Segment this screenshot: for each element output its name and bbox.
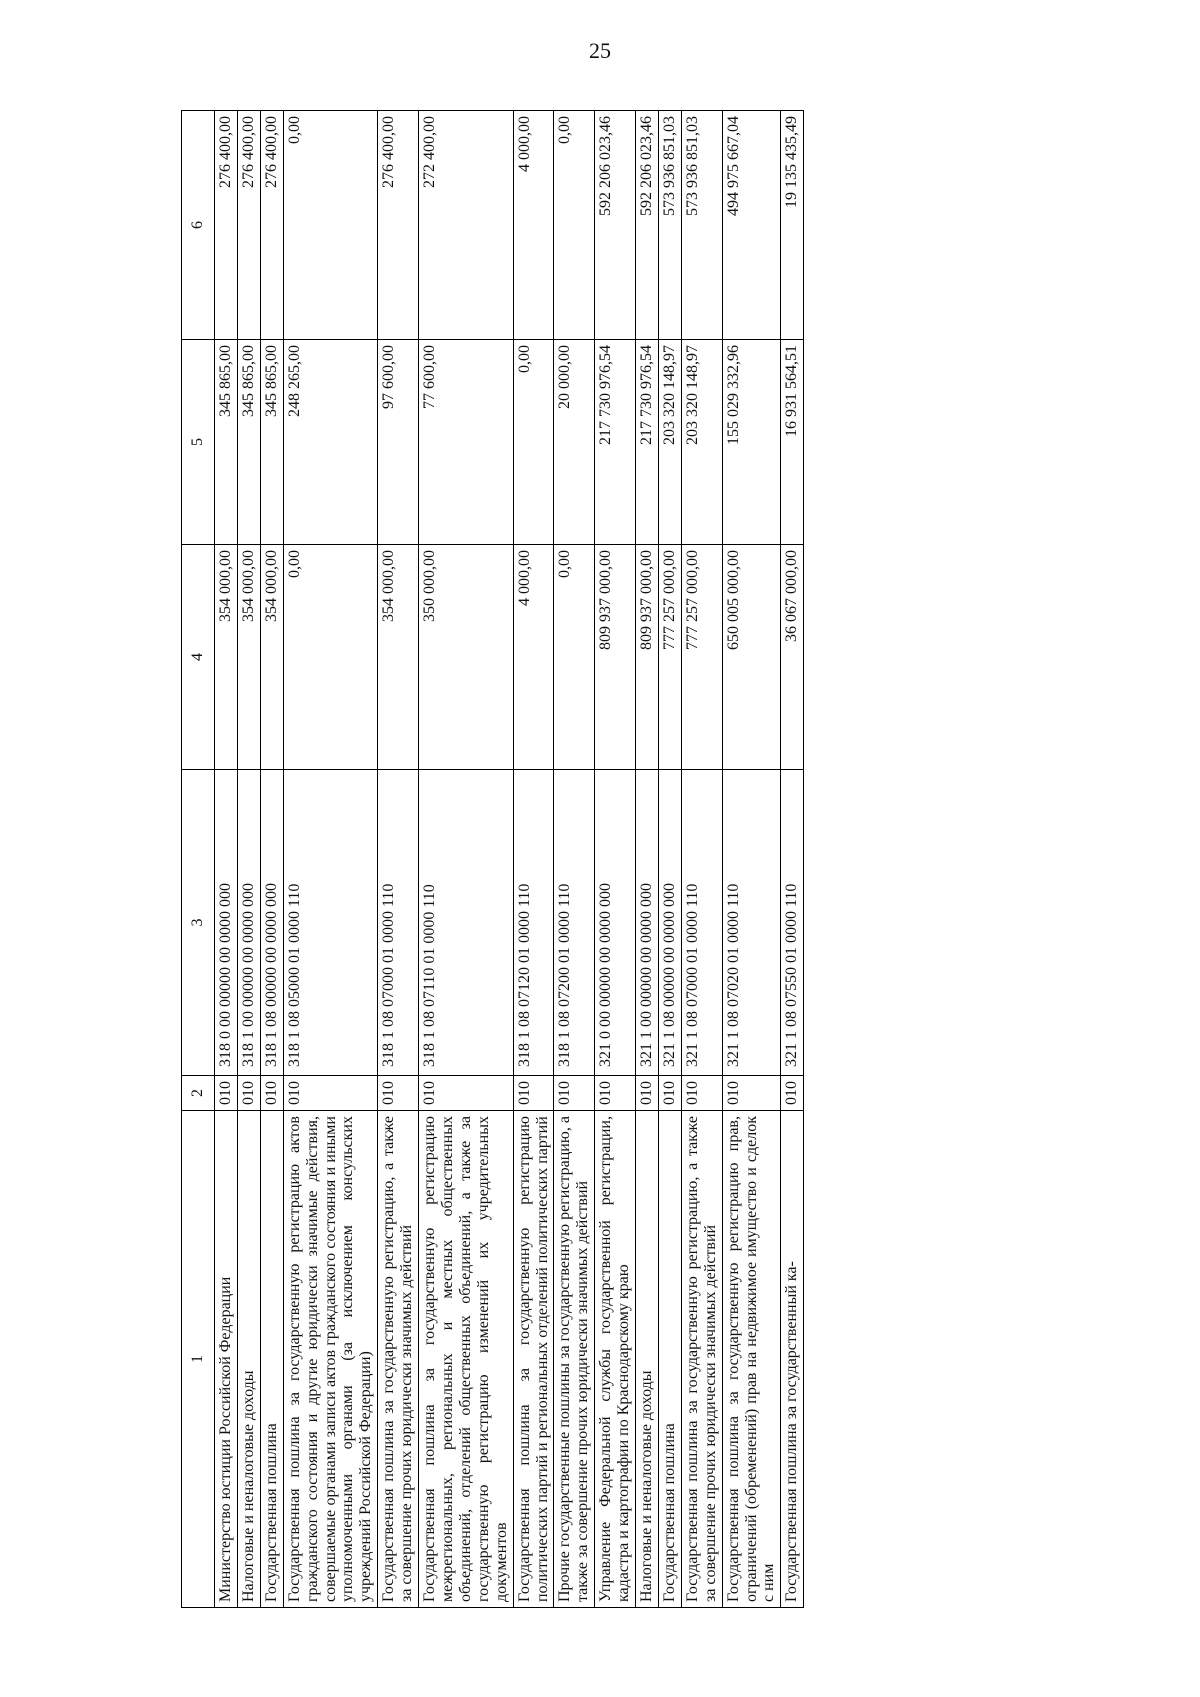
row-plan: 809 937 000,00 [636,545,659,770]
row-kbk: 318 1 08 07120 01 0000 110 [513,770,554,1076]
row-name: Государственная пошлина за государственную регистрацию, а также за совершение прочих юридически значимых действий [681,1111,722,1608]
table-row [681,111,722,1608]
row-exec: 217 730 976,54 [636,340,659,545]
row-code: 010 [215,1076,238,1111]
row-kbk: 318 1 08 07110 01 0000 110 [419,770,514,1076]
header-cell: 4 [182,545,215,770]
table-row [554,111,595,1608]
row-exec: 345 865,00 [260,340,283,545]
row-plan: 809 937 000,00 [595,545,636,770]
row-kbk: 321 1 08 07550 01 0000 110 [781,770,804,1076]
row-rest: 573 936 851,03 [658,111,681,340]
row-code: 010 [554,1076,595,1111]
row-plan: 350 000,00 [419,545,514,770]
table-row [513,111,554,1608]
row-code: 010 [283,1076,378,1111]
row-rest: 592 206 023,46 [636,111,659,340]
row-name: Министерство юстиции Российской Федерации [215,1111,238,1608]
row-exec: 248 265,00 [283,340,378,545]
row-exec: 20 000,00 [554,340,595,545]
row-name: Налоговые и неналоговые доходы [237,1111,260,1608]
table-row [636,111,659,1608]
header-cell: 6 [182,111,215,340]
row-kbk: 321 0 00 00000 00 0000 000 [595,770,636,1076]
header-cell: 2 [182,1076,215,1111]
table-row [781,111,804,1608]
row-code: 010 [513,1076,554,1111]
header-row [182,111,215,1608]
row-rest: 494 975 667,04 [722,111,781,340]
table-row [419,111,514,1608]
row-rest: 19 135 435,49 [781,111,804,340]
row-exec: 217 730 976,54 [595,340,636,545]
row-rest: 272 400,00 [419,111,514,340]
row-code: 010 [658,1076,681,1111]
header-cell: 1 [182,1111,215,1608]
row-rest: 592 206 023,46 [595,111,636,340]
row-exec: 345 865,00 [237,340,260,545]
row-code: 010 [419,1076,514,1111]
page-number: 25 [589,38,611,63]
table-row [237,111,260,1608]
table-row [215,111,238,1608]
row-name: Государственная пошлина за государственную регистрацию прав, ограничений (обременений) прав на недвижимое имущество и сделок с ним [722,1111,781,1608]
row-rest: 276 400,00 [378,111,419,340]
row-rest: 276 400,00 [215,111,238,340]
row-plan: 354 000,00 [378,545,419,770]
row-plan: 0,00 [554,545,595,770]
row-rest: 276 400,00 [260,111,283,340]
row-exec: 77 600,00 [419,340,514,545]
row-kbk: 318 0 00 00000 00 0000 000 [215,770,238,1076]
row-name: Государственная пошлина за государственную регистрацию, а также за совершение прочих юридически значимых действий [378,1111,419,1608]
table-row [378,111,419,1608]
row-code: 010 [781,1076,804,1111]
row-name: Государственная пошлина за государственную регистрацию актов гражданского состояния и другие юридически значимые действия, совершаемые органами записи актов гражданского состояния и иными уполномоченными органами (за исключением консульских учреждений Российской Федерации) [283,1111,378,1608]
row-exec: 345 865,00 [215,340,238,545]
row-rest: 573 936 851,03 [681,111,722,340]
row-exec: 0,00 [513,340,554,545]
row-name: Государственная пошлина [260,1111,283,1608]
row-exec: 155 029 332,96 [722,340,781,545]
row-plan: 354 000,00 [215,545,238,770]
row-code: 010 [595,1076,636,1111]
row-plan: 0,00 [283,545,378,770]
row-plan: 650 005 000,00 [722,545,781,770]
row-code: 010 [378,1076,419,1111]
row-rest: 0,00 [283,111,378,340]
row-kbk: 318 1 00 00000 00 0000 000 [237,770,260,1076]
row-plan: 354 000,00 [260,545,283,770]
row-kbk: 321 1 08 00000 00 0000 000 [658,770,681,1076]
row-exec: 97 600,00 [378,340,419,545]
table-row [722,111,781,1608]
row-kbk: 318 1 08 07200 01 0000 110 [554,770,595,1076]
row-rest: 4 000,00 [513,111,554,340]
rotated-table-container [181,111,1071,1608]
row-exec: 203 320 148,97 [658,340,681,545]
row-plan: 777 257 000,00 [658,545,681,770]
row-plan: 354 000,00 [237,545,260,770]
row-kbk: 321 1 08 07020 01 0000 110 [722,770,781,1076]
row-kbk: 321 1 00 00000 00 0000 000 [636,770,659,1076]
row-name: Государственная пошлина [658,1111,681,1608]
row-plan: 36 067 000,00 [781,545,804,770]
table-row [283,111,378,1608]
row-name: Государственная пошлина за государственный ка- [781,1111,804,1608]
table-row [658,111,681,1608]
row-kbk: 318 1 08 05000 01 0000 110 [283,770,378,1076]
row-kbk: 321 1 08 07000 01 0000 110 [681,770,722,1076]
row-name: Государственная пошлина за государственную регистрацию политических партий и региональных отделений политических партий [513,1111,554,1608]
row-kbk: 318 1 08 00000 00 0000 000 [260,770,283,1076]
row-code: 010 [681,1076,722,1111]
table-row [595,111,636,1608]
row-exec: 203 320 148,97 [681,340,722,545]
row-name: Управление Федеральной службы государственной регистрации, кадастра и картографии по Краснодарскому краю [595,1111,636,1608]
row-code: 010 [260,1076,283,1111]
row-rest: 0,00 [554,111,595,340]
row-name: Государственная пошлина за государственную регистрацию межрегиональных, региональных и местных общественных объединений, отделений общественных объединений, а также за государственную регистрацию изменений их учредительных документов [419,1111,514,1608]
header-cell: 3 [182,770,215,1076]
row-code: 010 [636,1076,659,1111]
row-kbk: 318 1 08 07000 01 0000 110 [378,770,419,1076]
row-plan: 777 257 000,00 [681,545,722,770]
row-name: Прочие государственные пошлины за государственную регистрацию, а также за совершение прочих юридически значимых действий [554,1111,595,1608]
row-name: Налоговые и неналоговые доходы [636,1111,659,1608]
row-rest: 276 400,00 [237,111,260,340]
table-row [260,111,283,1608]
revenue-table [181,110,804,1608]
row-code: 010 [237,1076,260,1111]
row-exec: 16 931 564,51 [781,340,804,545]
row-plan: 4 000,00 [513,545,554,770]
row-code: 010 [722,1076,781,1111]
header-cell: 5 [182,340,215,545]
